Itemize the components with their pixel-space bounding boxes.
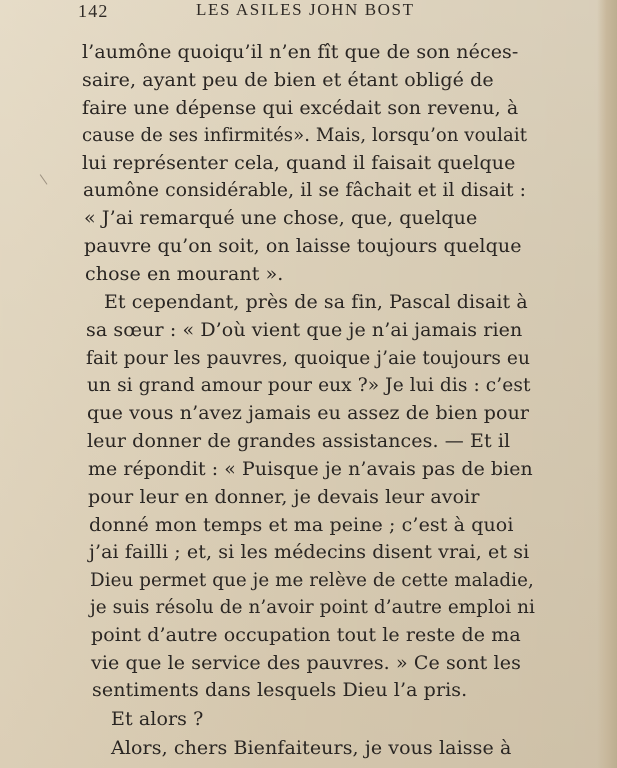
text-line-10: Et cependant, près de sa fin, Pascal disait à bbox=[104, 291, 528, 313]
text-line-16: me répondit : « Puisque je n’avais pas de bien bbox=[88, 458, 533, 480]
text-line-13: un si grand amour pour eux ?» Je lui dis : c’est bbox=[87, 374, 531, 396]
page-number: 142 bbox=[78, 1, 109, 21]
text-line-3: faire une dépense qui excédait son revenu, à bbox=[82, 97, 519, 119]
text-line-24: sentiments dans lesquels Dieu l’a pris. bbox=[92, 679, 468, 701]
text-line-17: pour leur en donner, je devais leur avoir bbox=[88, 486, 480, 508]
text-line-2: saire, ayant peu de bien et étant obligé de bbox=[82, 69, 494, 91]
text-line-15: leur donner de grandes assistances. — Et il bbox=[87, 430, 511, 452]
text-line-5: lui représenter cela, quand il faisait quelque bbox=[82, 152, 516, 174]
text-line-18: donné mon temps et ma peine ; c’est à quoi bbox=[89, 514, 514, 536]
text-line-26: Alors, chers Bienfaiteurs, je vous laisse à bbox=[111, 737, 512, 759]
page-header bbox=[78, 0, 528, 20]
text-line-20: Dieu permet que je me relève de cette maladie, bbox=[90, 569, 534, 591]
text-line-25: Et alors ? bbox=[111, 708, 204, 730]
text-line-19: j’ai failli ; et, si les médecins disent vrai, et si bbox=[89, 541, 530, 563]
text-line-23: vie que le service des pauvres. » Ce sont les bbox=[91, 652, 521, 674]
text-line-11: sa sœur : « D’où vient que je n’ai jamais rien bbox=[86, 319, 523, 341]
text-line-7: « J’ai remarqué une chose, que, quelque bbox=[84, 207, 478, 229]
text-line-14: que vous n’avez jamais eu assez de bien pour bbox=[87, 402, 530, 424]
running-title: LES ASILES JOHN BOST bbox=[196, 0, 415, 19]
text-line-6: aumône considérable, il se fâchait et il disait : bbox=[83, 179, 527, 201]
margin-mark bbox=[40, 167, 58, 184]
text-line-8: pauvre qu’on soit, on laisse toujours quelque bbox=[84, 235, 522, 257]
text-line-4: cause de ses infirmités». Mais, lorsqu’on voulait bbox=[82, 124, 528, 146]
text-line-9: chose en mourant ». bbox=[85, 263, 284, 285]
text-line-21: je suis résolu de n’avoir point d’autre emploi ni bbox=[90, 596, 535, 618]
text-line-22: point d’autre occupation tout le reste de ma bbox=[91, 624, 521, 646]
page-gutter-shadow bbox=[597, 0, 617, 768]
text-line-12: fait pour les pauvres, quoique j’aie toujours eu bbox=[86, 347, 531, 369]
text-line-1: l’aumône quoiqu’il n’en fît que de son néces- bbox=[82, 41, 519, 63]
